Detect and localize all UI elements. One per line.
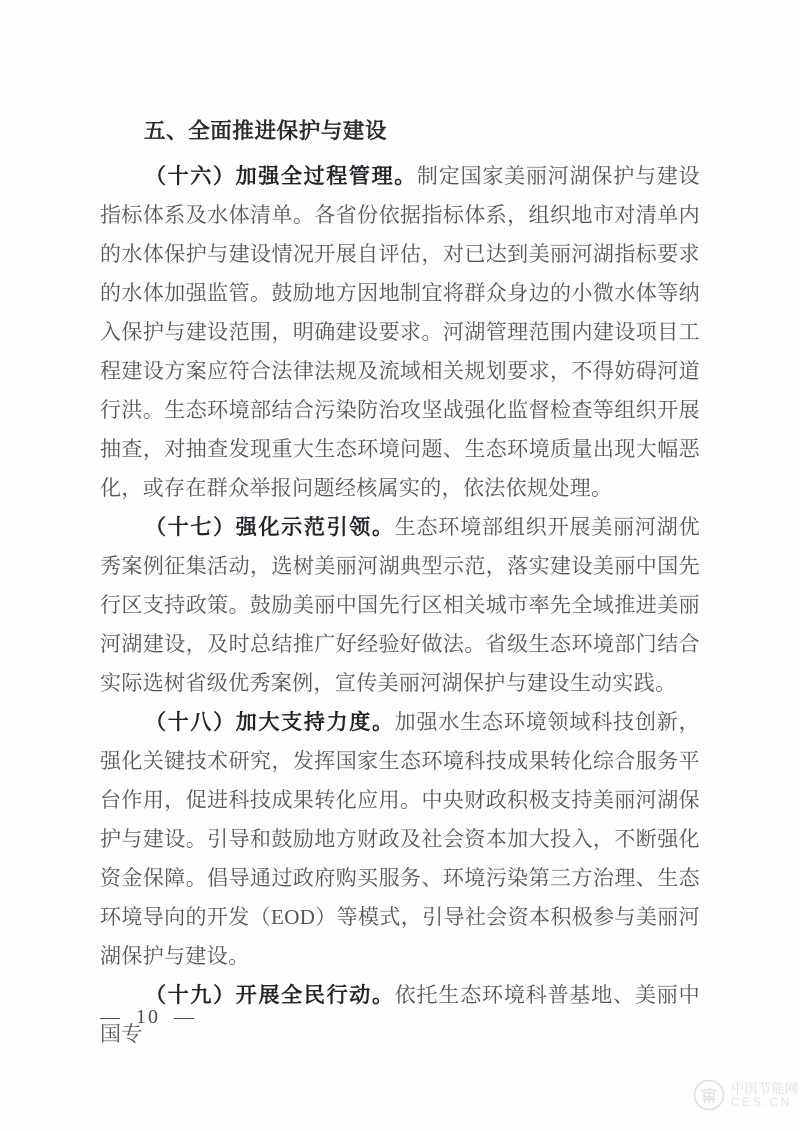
- paragraph-16-lead: （十六）加强全过程管理。: [145, 164, 417, 188]
- paragraph-17-body: 生态环境部组织开展美丽河湖优秀案例征集活动，选树美丽河湖典型示范，落实建设美丽中国先行区支持政策。鼓励美丽中国先行区相关城市率先全域推进美丽河湖建设，及时总结推广好经验好做法。省级生态环境部门结合实际选树省级优秀案例，宣传美丽河湖保护与建设生动实践。: [100, 515, 700, 695]
- paragraph-18-lead: （十八）加大支持力度。: [145, 710, 395, 734]
- paragraph-17: [100, 508, 700, 703]
- section-heading: 五、全面推进保护与建设: [144, 119, 388, 143]
- paragraph-18-body: 加强水生态环境领域科技创新，强化关键技术研究，发挥国家生态环境科技成果转化综合服务平台作用，促进科技成果转化应用。中央财政积极支持美丽河湖保护与建设。引导和鼓励地方财政及社会资本加大投入，不断强化资金保障。倡导通过政府购买服务、环境污染第三方治理、生态环境导向的开发（EOD）等模式，引导社会资本积极参与美丽河湖保护与建设。: [100, 710, 700, 968]
- paragraph-18: [100, 703, 700, 976]
- paragraph-17-lead: （十七）强化示范引领。: [145, 515, 395, 539]
- ces-circle-logo-icon: [692, 1078, 726, 1112]
- paragraph-19-body: 依托生态环境科普基地、美丽中国专: [100, 983, 700, 1046]
- paragraph-16-body: 制定国家美丽河湖保护与建设指标体系及水体清单。各省份依据指标体系，组织地市对清单内的水体保护与建设情况开展自评估，对已达到美丽河湖指标要求的水体加强监管。鼓励地方因地制宜将群众身边的小微水体等纳入保护与建设范围，明确建设要求。河湖管理范围内建设项目工程建设方案应符合法律法规及流域相关规划要求，不得妨碍河道行洪。生态环境部结合污染防治攻坚战强化监督检查等组织开展抽查，对抽查发现重大生态环境问题、生态环境质量出现大幅恶化，或存在群众举报问题经核属实的，依法依规处理。: [100, 164, 700, 500]
- watermark-latin-text: CES.CN: [731, 1094, 792, 1109]
- page-number: — 10 —: [100, 1006, 196, 1028]
- paragraph-16: [100, 157, 700, 508]
- document-body: [100, 112, 700, 1054]
- watermark-chinese-text: 中国节能网: [731, 1080, 799, 1096]
- watermark: [692, 1078, 799, 1112]
- watermark-text: [731, 1082, 799, 1108]
- paragraph-19-lead: （十九）开展全民行动。: [145, 983, 395, 1007]
